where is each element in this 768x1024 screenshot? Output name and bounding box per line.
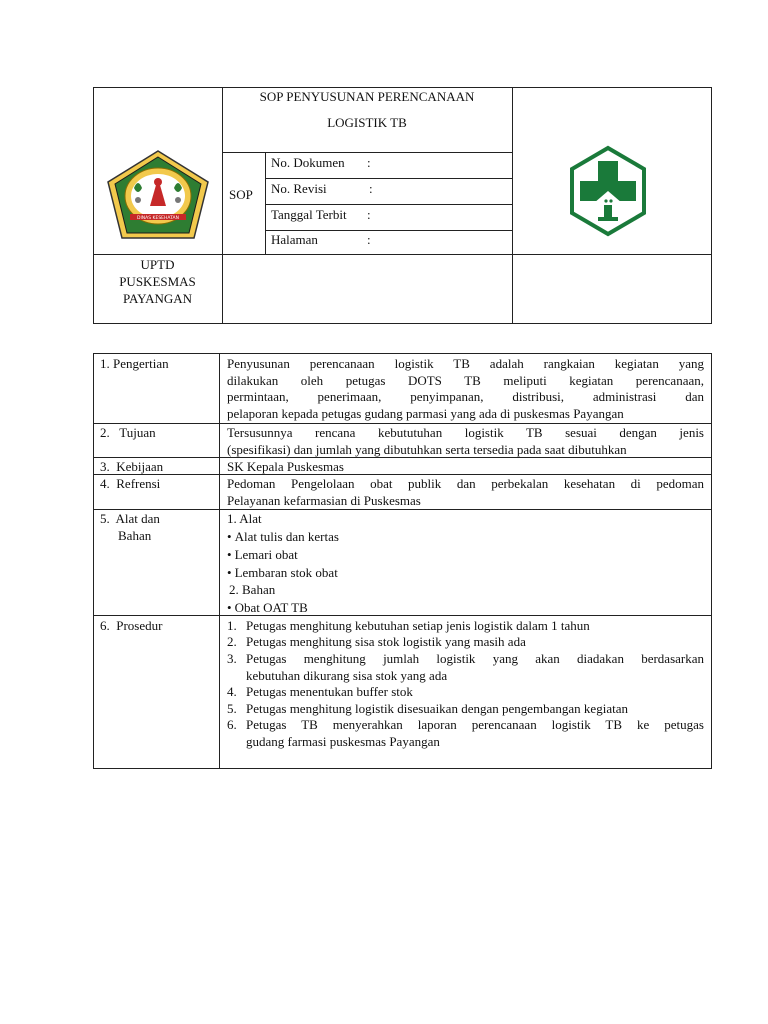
text-line: Tersusunnya rencana kebututuhan logistik TB sesuai dengan jenis	[227, 425, 704, 440]
section-label-prosedur: 6. Prosedur	[100, 618, 163, 633]
text-line: pelaporan kepada petugas gudang parmasi yang ada di puskesmas Payangan	[227, 405, 624, 421]
doc-field-issue-date-label: Tanggal Terbit	[271, 207, 347, 222]
sop-label: SOP	[229, 187, 253, 202]
procedure-step-text: Petugas menentukan buffer stok	[246, 684, 413, 699]
org-name-line1: UPTD	[140, 257, 175, 272]
doc-field-number-label: No. Dokumen	[271, 155, 345, 170]
org-name-line3: PAYANGAN	[122, 291, 193, 306]
alat-item: • Lembaran stok obat	[227, 565, 338, 581]
section-text-kebijaan: SK Kepala Puskesmas	[227, 459, 344, 474]
section-label-kebijaan: 3. Kebijaan	[100, 459, 164, 474]
doc-field-issue-date-sep: :	[367, 207, 371, 222]
text-line: gudang farmasi puskesmas Payangan	[246, 733, 440, 749]
text-line: Petugas menghitung jumlah logistik yang akan diadakan berdasarkan	[246, 651, 704, 666]
section-text-refrensi	[227, 476, 704, 509]
text-line: dilakukan oleh petugas DOTS TB meliputi kegiatan perencanaan,	[227, 372, 704, 388]
org-name-line2: PUSKESMAS	[119, 274, 196, 289]
bahan-heading: 2. Bahan	[229, 582, 276, 597]
section-label-alat-bahan-line2: Bahan	[118, 528, 152, 543]
procedure-step-number: 6.	[227, 717, 237, 732]
document-title-line2: LOGISTIK TB	[327, 115, 407, 130]
alat-item: • Lemari obat	[227, 547, 298, 563]
doc-field-page-label: Halaman	[271, 232, 318, 247]
procedure-step-text	[246, 717, 704, 750]
procedure-step-text	[246, 651, 704, 684]
procedure-step-text: Petugas menghitung kebutuhan setiap jenis logistik dalam 1 tahun	[246, 618, 590, 633]
section-label-pengertian: 1. Pengertian	[100, 356, 169, 371]
section-label-alat-bahan-line1: 5. Alat dan	[100, 511, 160, 526]
text-line: Pelayanan kefarmasian di Puskesmas	[227, 492, 421, 508]
text-line: kebutuhan dikurang sisa stok yang ada	[246, 667, 448, 683]
alat-heading: 1. Alat	[227, 511, 262, 526]
bahan-item: • Obat OAT TB	[227, 600, 308, 616]
procedure-step-number: 3.	[227, 651, 237, 666]
doc-field-revision-label: No. Revisi	[271, 181, 327, 196]
section-text-tujuan	[227, 425, 704, 458]
district-emblem-icon	[104, 148, 212, 242]
text-line: Petugas TB menyerahkan laporan perencanaan logistik TB ke petugas	[246, 717, 704, 732]
procedure-step-number: 2.	[227, 634, 237, 649]
puskesmas-logo-icon	[568, 145, 648, 237]
section-label-refrensi: 4. Refrensi	[100, 476, 161, 491]
alat-item: • Alat tulis dan kertas	[227, 529, 339, 545]
svg-text:DINAS KESEHATAN: DINAS KESEHATAN	[137, 216, 179, 221]
procedure-step-number: 1.	[227, 618, 237, 633]
text-line: Pedoman Pengelolaan obat publik dan perbekalan kesehatan di pedoman	[227, 476, 704, 491]
text-line: (spesifikasi) dan jumlah yang dibutuhkan serta tersedia pada saat dibutuhkan	[227, 441, 627, 457]
procedure-step-text: Petugas menghitung sisa stok logistik yang masih ada	[246, 634, 526, 649]
doc-field-page-sep: :	[367, 232, 371, 247]
procedure-step-number: 5.	[227, 701, 237, 716]
section-label-tujuan: 2. Tujuan	[100, 425, 156, 440]
procedure-step-number: 4.	[227, 684, 237, 699]
text-line: Penyusunan perencanaan logistik TB adalah rangkaian kegiatan yang	[227, 356, 704, 371]
document-title-line1: SOP PENYUSUNAN PERENCANAAN	[259, 89, 475, 104]
doc-field-revision-sep: :	[369, 181, 373, 196]
procedure-step-text: Petugas menghitung logistik disesuaikan dengan pengembangan kegiatan	[246, 701, 628, 716]
doc-field-number-sep: :	[367, 155, 371, 170]
section-text-pengertian	[227, 356, 704, 422]
text-line: permintaan, penerimaan, penyimpanan, distribusi, administrasi dan	[227, 389, 704, 404]
